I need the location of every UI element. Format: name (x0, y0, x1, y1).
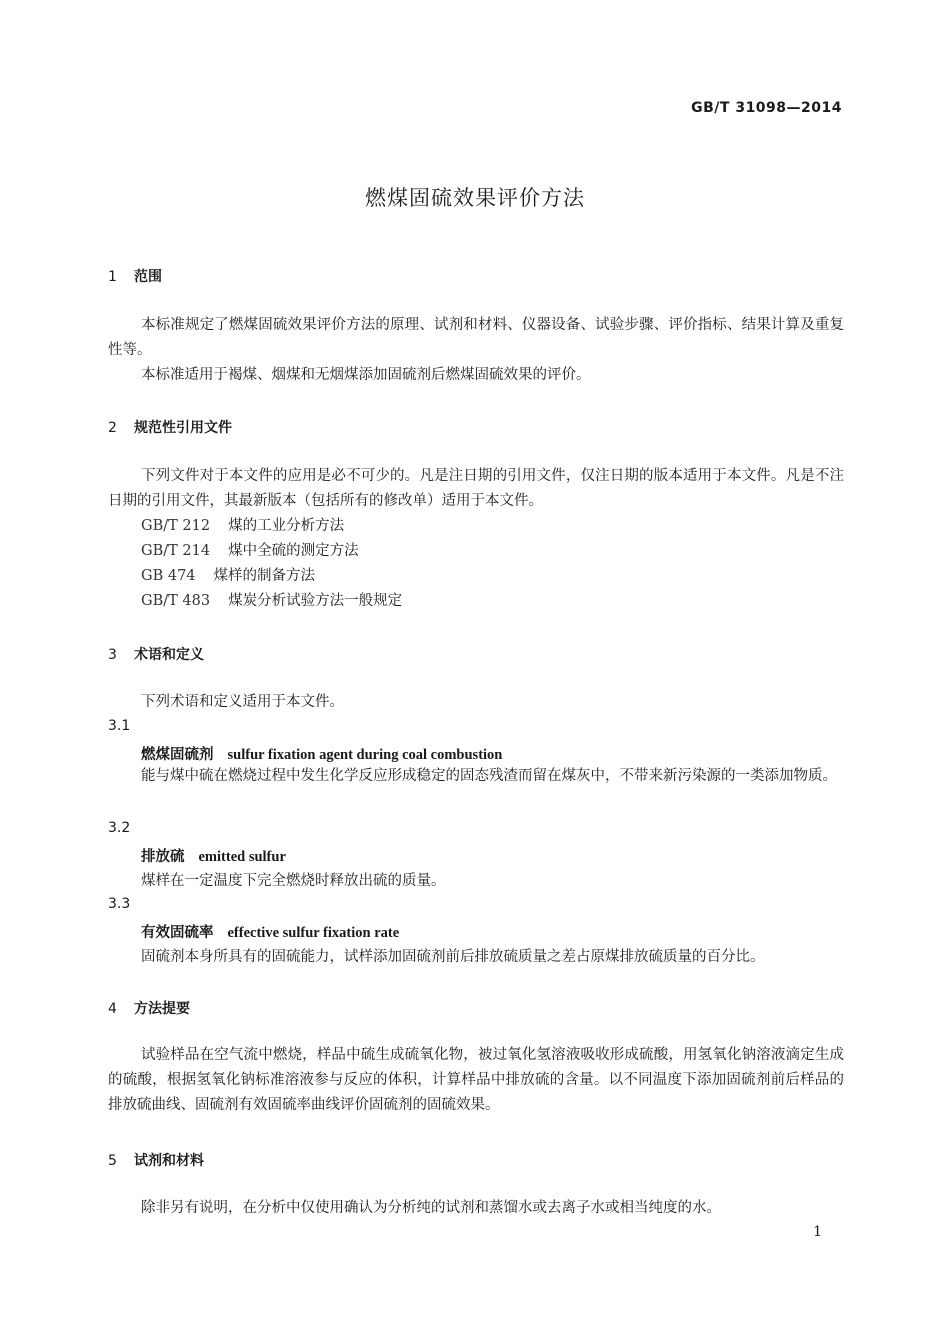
section-title: 规范性引用文件 (134, 420, 232, 436)
term-name (141, 743, 502, 764)
reference-code: GB 474 (141, 568, 196, 584)
reference-code: GB/T 214 (141, 543, 211, 559)
section-3-intro: 下列术语和定义适用于本文件。 (141, 694, 344, 710)
reference-title: 煤样的制备方法 (213, 568, 316, 584)
section-title: 试剂和材料 (134, 1153, 204, 1169)
standard-number: GB/T 31098—2014 (691, 100, 842, 116)
section-number: 4 (108, 1001, 117, 1017)
section-title: 范围 (134, 269, 162, 285)
term-number: 3.1 (108, 718, 131, 734)
section-number: 5 (108, 1153, 117, 1169)
reference-item (141, 564, 315, 585)
section-number: 3 (108, 647, 117, 663)
reference-item (141, 514, 344, 535)
page-number: 1 (813, 1224, 822, 1240)
section-4-paragraph-1: 试验样品在空气流中燃烧，样品中硫生成硫氧化物，被过氧化氢溶液吸收形成硫酸，用氢氧化钠溶液滴定生成的硫酸，根据氢氧化钠标准溶液参与反应的体积，计算样品中排放硫的含量。以不同温度下添加固硫剂前后样品的排放硫曲线、固硫剂有效固硫率曲线评价固硫剂的固硫效果。 (108, 1047, 844, 1113)
section-2-paragraph-1: 下列文件对于本文件的应用是必不可少的。凡是注日期的引用文件，仅注日期的版本适用于本文件。凡是不注日期的引用文件，其最新版本（包括所有的修改单）适用于本文件。 (108, 468, 844, 509)
section-3-heading (108, 644, 204, 664)
section-1-heading (108, 266, 162, 286)
term-name (141, 845, 286, 866)
reference-item (141, 589, 402, 610)
term-number: 3.3 (108, 896, 131, 912)
reference-code: GB/T 212 (141, 518, 211, 534)
term-zh: 有效固硫率 (141, 925, 214, 941)
term-number: 3.2 (108, 820, 131, 836)
section-title: 术语和定义 (134, 647, 204, 663)
term-definition: 能与煤中硫在燃烧过程中发生化学反应形成稳定的固态残渣而留在煤灰中，不带来新污染源的一类添加物质。 (141, 768, 837, 784)
term-zh: 燃煤固硫剂 (141, 747, 214, 763)
term-definition: 煤样在一定温度下完全燃烧时释放出硫的质量。 (141, 873, 446, 889)
term-en: effective sulfur fixation rate (227, 925, 400, 941)
document-title: 燃煤固硫效果评价方法 (365, 186, 585, 210)
term-en: sulfur fixation agent during coal combustion (227, 747, 503, 763)
reference-title: 煤的工业分析方法 (228, 518, 345, 534)
section-5-heading (108, 1150, 204, 1170)
reference-title: 煤中全硫的测定方法 (228, 543, 359, 559)
reference-title: 煤炭分析试验方法一般规定 (228, 593, 403, 609)
section-number: 1 (108, 269, 117, 285)
reference-item (141, 539, 359, 560)
term-zh: 排放硫 (141, 849, 185, 865)
term-en: emitted sulfur (198, 849, 286, 865)
reference-code: GB/T 483 (141, 593, 211, 609)
section-1-paragraph-1: 本标准规定了燃煤固硫效果评价方法的原理、试剂和材料、仪器设备、试验步骤、评价指标、结果计算及重复性等。 (108, 317, 844, 358)
section-1-paragraph-2: 本标准适用于褐煤、烟煤和无烟煤添加固硫剂后燃煤固硫效果的评价。 (141, 367, 591, 383)
section-2-heading (108, 417, 232, 437)
term-name (141, 921, 399, 942)
term-definition: 固硫剂本身所具有的固硫能力，试样添加固硫剂前后排放硫质量之差占原煤排放硫质量的百分比。 (141, 949, 765, 965)
section-title: 方法提要 (134, 1001, 190, 1017)
section-5-paragraph-1: 除非另有说明，在分析中仅使用确认为分析纯的试剂和蒸馏水或去离子水或相当纯度的水。 (141, 1200, 721, 1216)
section-4-heading (108, 998, 190, 1018)
section-number: 2 (108, 420, 117, 436)
